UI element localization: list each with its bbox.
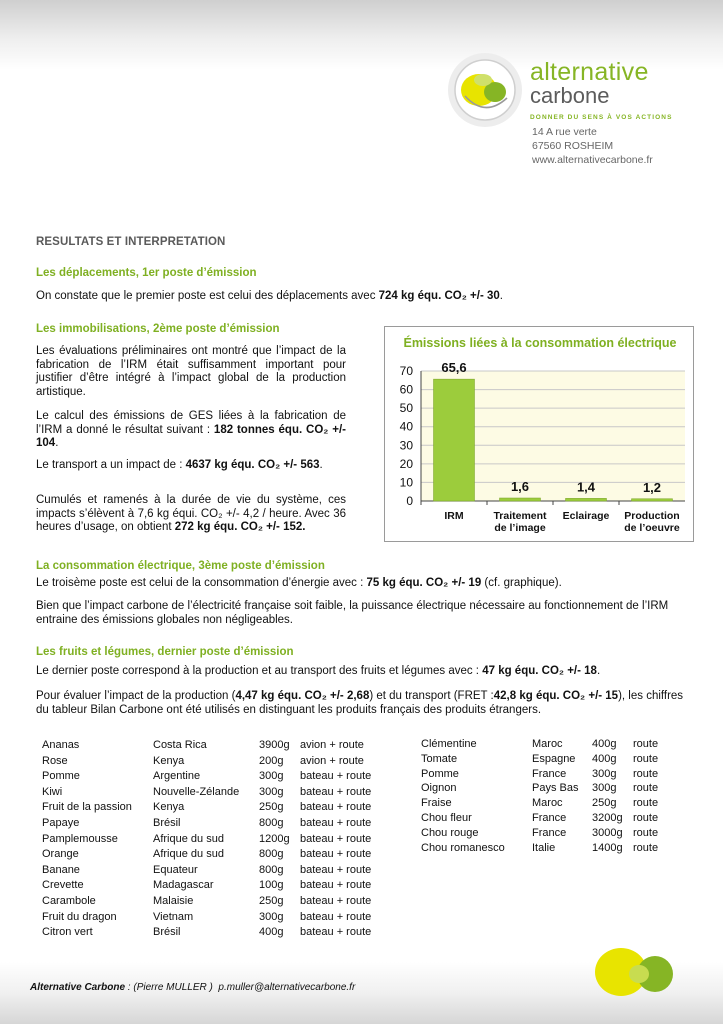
footer-logo-icon xyxy=(585,942,680,1002)
heading-deplacements: Les déplacements, 1er poste d’émission xyxy=(36,267,257,279)
cell-origin: Maroc xyxy=(532,797,563,810)
cell-transport: bateau + route xyxy=(300,832,372,845)
cell-qty: 3000g xyxy=(592,826,623,839)
x-tick-label: IRM xyxy=(444,510,464,522)
cell-item: Ananas xyxy=(42,739,80,751)
cell-item: Banane xyxy=(42,863,80,876)
data-label: 65,6 xyxy=(441,360,467,376)
cell-origin: Brésil xyxy=(153,817,181,829)
section-title: RESULTATS ET INTERPRETATION xyxy=(36,236,226,248)
data-label: 1,4 xyxy=(576,479,596,495)
cell-qty: 200g xyxy=(259,754,284,767)
cell-transport: route xyxy=(633,767,659,780)
y-tick-label: 40 xyxy=(399,419,413,434)
electricity-chart xyxy=(384,326,694,542)
cell-item: Papaye xyxy=(42,817,80,829)
cell-qty: 1400g xyxy=(592,841,623,854)
paragraph-consommation-2: Bien que l’impact carbone de l’électricité française soit faible, la puissance électrique nécessaire au fonctionnement de l’IRM entraine des émissions globales non négligeables. xyxy=(36,600,669,626)
address-website[interactable]: www.alternativecarbone.fr xyxy=(532,154,653,166)
bar xyxy=(632,499,673,501)
y-tick-label: 0 xyxy=(406,494,413,508)
cell-transport: bateau + route xyxy=(300,879,372,892)
address-street: 14 A rue verte xyxy=(532,126,597,138)
cell-transport: route xyxy=(633,826,659,839)
cell-item: Carambole xyxy=(42,895,96,907)
cell-qty: 3900g xyxy=(259,739,290,751)
paragraph-fruits-1: Le dernier poste correspond à la production et au transport des fruits et légumes avec : 47 kg équ. CO₂ +/- 18. xyxy=(36,665,601,677)
cell-item: Rose xyxy=(42,754,68,767)
cell-origin: Afrique du sud xyxy=(153,832,224,845)
cell-item: Pomme xyxy=(421,767,459,780)
heading-fruits: Les fruits et légumes, dernier poste d’émission xyxy=(36,646,294,658)
cell-item: Orange xyxy=(42,848,79,861)
cell-qty: 300g xyxy=(592,767,617,780)
electricity-chart-svg xyxy=(385,327,695,543)
cell-transport: route xyxy=(633,752,659,765)
cell-origin: France xyxy=(532,767,567,780)
chart-title: Émissions liées à la consommation électrique xyxy=(403,336,677,350)
heading-immobilisations: Les immobilisations, 2ème poste d’émission xyxy=(36,323,280,335)
cell-transport: route xyxy=(633,812,659,824)
cell-origin: Afrique du sud xyxy=(153,848,224,861)
cell-qty: 300g xyxy=(592,782,617,795)
cell-qty: 300g xyxy=(259,785,284,798)
cell-item: Pomme xyxy=(42,770,80,783)
cell-qty: 800g xyxy=(259,863,284,876)
paragraph-immobilisations-4: Cumulés et ramenés à la durée de vie du système, ces impacts s’élèvent à 7,6 kg équi. CO₂ +/- 4,2 / heure. Avec 36 heures d’usage, on obtient 272 kg équ. CO₂ +/- 152. xyxy=(36,494,346,533)
cell-transport: bateau + route xyxy=(300,895,372,907)
cell-origin: Pays Bas xyxy=(532,782,579,795)
cell-qty: 1200g xyxy=(259,832,290,845)
heading-consommation: La consommation électrique, 3ème poste d’émission xyxy=(36,560,325,572)
cell-qty: 400g xyxy=(592,738,617,750)
cell-item: Chou romanesco xyxy=(421,841,505,854)
x-tick-label: Eclairage xyxy=(562,510,610,522)
company-address xyxy=(532,125,653,167)
cell-origin: France xyxy=(532,826,567,839)
y-tick-label: 10 xyxy=(399,475,413,490)
cell-item: Fruit du dragon xyxy=(42,910,117,923)
cell-origin: Equateur xyxy=(153,863,198,876)
cell-origin: Malaisie xyxy=(153,895,194,907)
cell-transport: bateau + route xyxy=(300,801,372,814)
cell-transport: bateau + route xyxy=(300,785,372,798)
cell-qty: 800g xyxy=(259,817,284,829)
brand-name-carbone: carbone xyxy=(530,83,610,108)
cell-transport: bateau + route xyxy=(300,770,372,783)
paragraph-consommation-1: Le troisème poste est celui de la consommation d’énergie avec : 75 kg équ. CO₂ +/- 19 (cf. graphique). xyxy=(36,577,562,589)
cell-item: Crevette xyxy=(42,879,84,892)
cell-item: Oignon xyxy=(421,782,457,795)
cell-qty: 100g xyxy=(259,879,284,892)
cell-qty: 800g xyxy=(259,848,284,861)
cell-item: Chou fleur xyxy=(421,812,472,824)
footer-company: Alternative Carbone xyxy=(30,982,126,993)
logo-icon xyxy=(447,52,523,128)
cell-origin: Argentine xyxy=(153,770,201,783)
cell-qty: 400g xyxy=(592,752,617,765)
cell-transport: bateau + route xyxy=(300,848,372,861)
cell-item: Citron vert xyxy=(42,926,93,939)
cell-transport: route xyxy=(633,738,659,750)
y-tick-label: 30 xyxy=(399,438,413,453)
cell-transport: avion + route xyxy=(300,754,364,767)
cell-transport: route xyxy=(633,797,659,810)
cell-item: Pamplemousse xyxy=(42,832,118,845)
address-city: 67560 ROSHEIM xyxy=(532,140,614,152)
cell-transport: route xyxy=(633,841,659,854)
cell-qty: 300g xyxy=(259,770,284,783)
cell-origin: Maroc xyxy=(532,738,563,750)
cell-origin: France xyxy=(532,812,567,824)
brand-tagline: DONNER DU SENS À VOS ACTIONS xyxy=(530,114,673,121)
cell-item: Fruit de la passion xyxy=(42,801,132,814)
footer-person: (Pierre MULLER ) xyxy=(133,982,213,993)
paragraph-immobilisations-2: Le calcul des émissions de GES liées à la fabrication de l’IRM a donné le résultat suivant : 182 tonnes équ. CO₂ +/- 104. xyxy=(36,410,347,449)
cell-origin: Costa Rica xyxy=(153,739,207,751)
paragraph-deplacements: On constate que le premier poste est celui des déplacements avec 724 kg équ. CO₂ +/- 30. xyxy=(36,290,503,302)
cell-item: Kiwi xyxy=(42,785,63,798)
bar xyxy=(566,498,607,501)
cell-qty: 400g xyxy=(259,926,284,939)
cell-qty: 300g xyxy=(259,910,284,923)
bar xyxy=(434,379,475,501)
y-tick-label: 20 xyxy=(399,456,413,471)
cell-transport: bateau + route xyxy=(300,863,372,876)
x-tick-label: Production de l’oeuvre xyxy=(624,510,680,534)
cell-origin: Espagne xyxy=(532,752,576,765)
cell-item: Chou rouge xyxy=(421,826,479,839)
cell-qty: 250g xyxy=(592,797,617,810)
cell-origin: Kenya xyxy=(153,754,185,767)
x-tick-label: Traitement de l’image xyxy=(493,510,547,534)
footer-email[interactable]: p.muller@alternativecarbone.fr xyxy=(218,982,356,993)
cell-qty: 250g xyxy=(259,801,284,814)
cell-origin: Madagascar xyxy=(153,879,214,892)
cell-item: Tomate xyxy=(421,752,458,765)
paragraph-immobilisations-1: Les évaluations préliminaires ont montré que l’impact de la fabrication de l’IRM était suffisamment important pour justifier d’être intégré à l’impact global de la production artistique. xyxy=(36,345,346,398)
y-tick-label: 50 xyxy=(399,401,413,416)
cell-transport: bateau + route xyxy=(300,910,372,923)
cell-origin: Vietnam xyxy=(153,910,194,923)
cell-origin: Brésil xyxy=(153,926,181,939)
cell-transport: bateau + route xyxy=(300,926,372,939)
paragraph-fruits-2: Pour évaluer l’impact de la production (4,47 kg équ. CO₂ +/- 2,68) et du transport (FRET :42,8 kg équ. CO₂ +/- 15), les chiffres du tableur Bilan Carbone ont été utilisés en distinguant les produits français des produits étrangers. xyxy=(36,690,684,716)
cell-item: Clémentine xyxy=(421,738,477,750)
bar xyxy=(500,498,541,501)
data-label: 1,2 xyxy=(642,479,662,495)
data-label: 1,6 xyxy=(510,479,530,495)
cell-origin: Nouvelle-Zélande xyxy=(153,785,240,798)
cell-transport: bateau + route xyxy=(300,817,372,829)
brand-name-alternative: alternative xyxy=(530,58,649,86)
cell-qty: 3200g xyxy=(592,812,623,824)
y-tick-label: 60 xyxy=(399,382,413,397)
footer: Alternative Carbone : (Pierre MULLER ) p.muller@alternativecarbone.fr xyxy=(30,982,356,993)
cell-origin: Italie xyxy=(532,841,556,854)
cell-item: Fraise xyxy=(421,797,452,810)
y-tick-label: 70 xyxy=(399,364,413,378)
cell-transport: avion + route xyxy=(300,739,364,751)
cell-qty: 250g xyxy=(259,895,284,907)
cell-transport: route xyxy=(633,782,659,795)
paragraph-immobilisations-3: Le transport a un impact de : 4637 kg équ. CO₂ +/- 563. xyxy=(36,459,323,471)
cell-origin: Kenya xyxy=(153,801,185,814)
